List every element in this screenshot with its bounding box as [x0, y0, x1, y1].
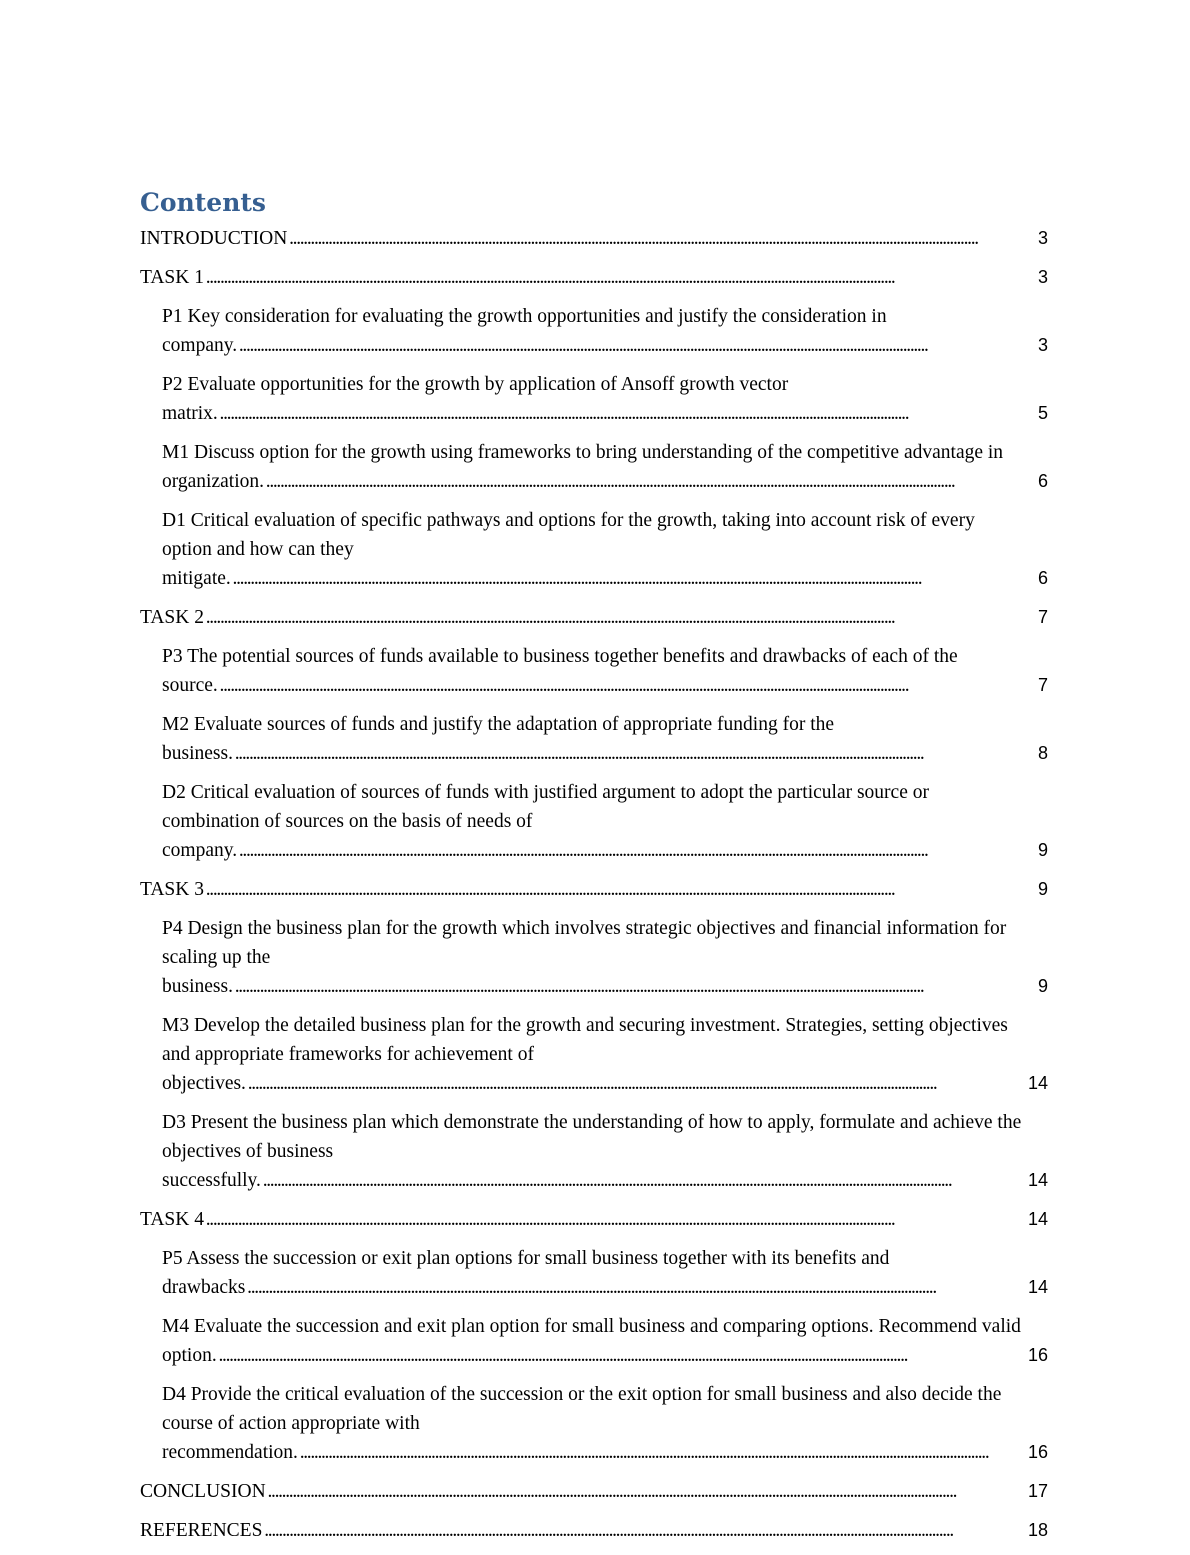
toc-entry-text: TASK 3 . . . — [140, 879, 893, 900]
toc-entry-m2[interactable] — [140, 710, 1048, 768]
toc-entry-text: TASK 4 . . . — [140, 1209, 893, 1230]
toc-entry-page: 16 — [1027, 1341, 1048, 1370]
toc-entry-page: 5 — [1037, 399, 1048, 428]
toc-entry-text: D4 Provide the critical evaluation of the succession or the exit option for small business and also decide the course of action appropriate with recommendation. . . . — [162, 1384, 1001, 1463]
toc-entry-page: 6 — [1037, 467, 1048, 496]
toc-entry-text: P1 Key consideration for evaluating the growth opportunities and justify the consideration in company. . . . — [162, 306, 926, 356]
toc-entry-page: 3 — [1037, 331, 1048, 360]
toc-entry-conclusion[interactable] — [140, 1477, 1048, 1506]
toc-entry-m1[interactable] — [140, 438, 1048, 496]
toc-entry-task-2[interactable] — [140, 603, 1048, 632]
toc-entry-page: 3 — [1037, 224, 1048, 253]
toc-entry-page: 9 — [1037, 836, 1048, 865]
toc-entry-task-4[interactable] — [140, 1205, 1048, 1234]
toc-entry-page: 3 — [1037, 263, 1048, 292]
toc-entry-page: 7 — [1037, 603, 1048, 632]
toc-entry-text: M2 Evaluate sources of funds and justify the adaptation of appropriate funding for the business. . . . — [162, 714, 922, 764]
toc-entry-introduction[interactable] — [140, 224, 1048, 253]
toc-entry-d3[interactable] — [140, 1108, 1048, 1195]
toc-entry-text: D1 Critical evaluation of specific pathways and options for the growth, taking into account risk of every option and how can they mitigate. . . . — [162, 510, 975, 589]
toc-entry-text: P5 Assess the succession or exit plan options for small business together with its benefits and drawbacks . . . — [162, 1248, 934, 1298]
toc-entry-d2[interactable] — [140, 778, 1048, 865]
toc-entry-m4[interactable] — [140, 1312, 1048, 1370]
toc-entry-text: INTRODUCTION . . . — [140, 228, 976, 249]
toc-entry-p1[interactable] — [140, 302, 1048, 360]
toc-entry-page: 14 — [1027, 1205, 1048, 1234]
toc-entry-d4[interactable] — [140, 1380, 1048, 1467]
toc-entry-page: 16 — [1027, 1438, 1048, 1467]
toc-entry-task-3[interactable] — [140, 875, 1048, 904]
toc-entry-p2[interactable] — [140, 370, 1048, 428]
toc-entry-text: D3 Present the business plan which demonstrate the understanding of how to apply, formulate and achieve the objectives of business successfully. . . . — [162, 1112, 1021, 1191]
toc-entry-page: 6 — [1037, 564, 1048, 593]
toc-entry-text: P2 Evaluate opportunities for the growth by application of Ansoff growth vector matrix. . . . — [162, 374, 907, 424]
toc-entry-page: 9 — [1037, 972, 1048, 1001]
toc-entry-text: M3 Develop the detailed business plan for the growth and securing investment. Strategies, setting objectives and appropriate frameworks for achievement of objectives. . . . — [162, 1015, 1008, 1094]
toc-entry-text: TASK 2 . . . — [140, 607, 893, 628]
toc-entry-text: TASK 1 . . . — [140, 267, 893, 288]
toc-entry-p3[interactable] — [140, 642, 1048, 700]
toc-entry-page: 9 — [1037, 875, 1048, 904]
toc-entry-references[interactable] — [140, 1516, 1048, 1545]
toc-entry-task-1[interactable] — [140, 263, 1048, 292]
toc-entry-text: M1 Discuss option for the growth using frameworks to bring understanding of the competitive advantage in organization. . . . — [162, 442, 1003, 492]
toc-entry-page: 14 — [1027, 1069, 1048, 1098]
toc-entry-p5[interactable] — [140, 1244, 1048, 1302]
toc-entry-page: 7 — [1037, 671, 1048, 700]
toc-entry-page: 14 — [1027, 1273, 1048, 1302]
toc-entry-page: 8 — [1037, 739, 1048, 768]
toc-entry-text: P4 Design the business plan for the growth which involves strategic objectives and financial information for scaling up the business. . . . — [162, 918, 1006, 997]
toc-entry-d1[interactable] — [140, 506, 1048, 593]
toc-entry-m3[interactable] — [140, 1011, 1048, 1098]
toc-entry-page: 18 — [1027, 1516, 1048, 1545]
toc-entry-text: REFERENCES . . . — [140, 1520, 951, 1541]
toc-entry-text: CONCLUSION . . . — [140, 1481, 954, 1502]
toc-entry-text: P3 The potential sources of funds available to business together benefits and drawbacks of each of the source. . . . — [162, 646, 958, 696]
toc-entry-page: 14 — [1027, 1166, 1048, 1195]
toc-entry-page: 17 — [1027, 1477, 1048, 1506]
toc-entry-text: M4 Evaluate the succession and exit plan option for small business and comparing options. Recommend valid option. . . . — [162, 1316, 1021, 1366]
table-of-contents — [140, 186, 1048, 1555]
toc-entry-text: D2 Critical evaluation of sources of funds with justified argument to adopt the particular source or combination of sources on the basis of needs of company. . . . — [162, 782, 929, 861]
toc-title: Contents — [140, 188, 267, 217]
toc-entry-p4[interactable] — [140, 914, 1048, 1001]
